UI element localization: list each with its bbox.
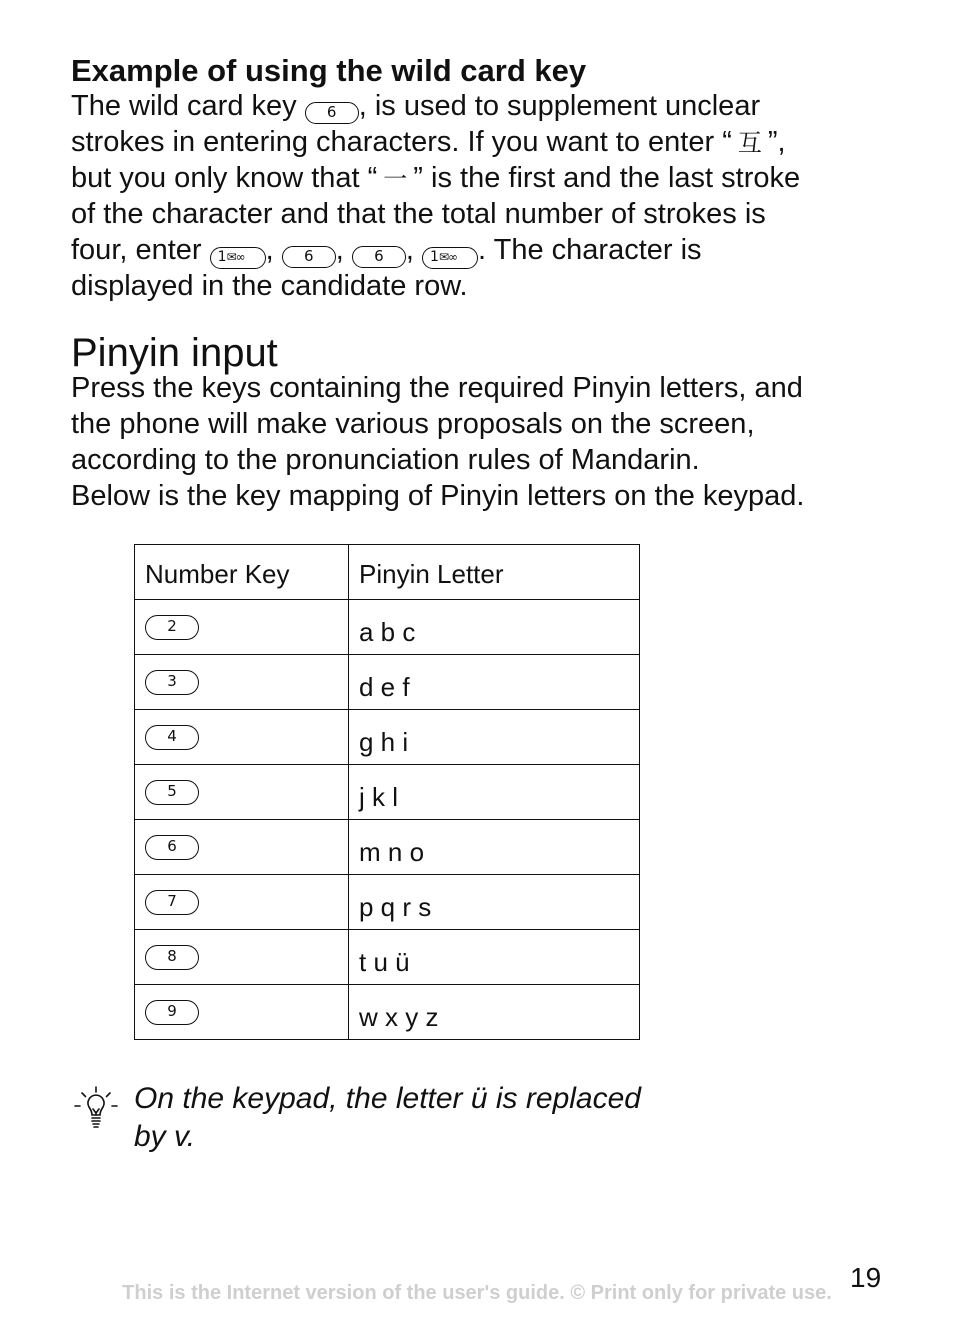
table-row [135,655,640,710]
number-key-cell [135,875,349,930]
number-key-cell [135,930,349,985]
pinyin-letters-cell: p q r s [349,875,640,930]
text-line [71,88,800,124]
column-header-number-key: Number Key [135,545,349,600]
text-segment: , is used to supplement unclear [358,90,761,122]
page-number: 19 [850,1262,882,1293]
key-7-icon: 7 [145,890,199,915]
pinyin-letters-cell: a b c [349,600,640,655]
key-4-icon: 4 [145,725,199,750]
key-digit: 1 [430,249,439,265]
text-segment: four, enter [71,234,210,266]
text-line: of the character and that the total number of strokes is [71,198,766,230]
pinyin-letters-cell: m n o [349,820,640,875]
key-8-icon: 8 [145,945,199,970]
text-line: displayed in the candidate row. [71,270,468,302]
key-1-icon [210,247,266,269]
key-5-icon: 5 [145,780,199,805]
footer-notice: This is the Internet version of the user's guide. © Print only for private use. [122,1282,832,1304]
text-line [71,160,800,196]
text-line: by v. [134,1120,196,1153]
text-segment: ” is the first and the last stroke [413,162,801,194]
text-line: On the keypad, the letter ü is replaced [134,1082,641,1115]
key-1-icon [422,247,478,269]
table-row [135,710,640,765]
table-row [135,875,640,930]
pinyin-paragraph [71,370,804,514]
key-9-icon: 9 [145,1000,199,1025]
text-segment: ”, [767,126,786,158]
wildcard-paragraph [71,88,800,304]
tip-note [134,1080,734,1156]
key-digit: 1 [217,249,227,265]
table-row [135,600,640,655]
text-line [71,124,800,160]
text-line: Below is the key mapping of Pinyin letters on the keypad. [71,480,805,512]
pinyin-letters-cell: w x y z [349,985,640,1040]
text-line: according to the pronunciation rules of Mandarin. [71,444,700,476]
pinyin-heading: Pinyin input [71,331,278,375]
number-key-cell [135,820,349,875]
number-key-cell [135,765,349,820]
key-6-icon: 6 [352,246,406,268]
text-line: the phone will make various proposals on the screen, [71,408,755,440]
number-key-cell [135,710,349,765]
text-line: Press the keys containing the required Pinyin letters, and [71,372,803,404]
text-segment: strokes in entering characters. If you want to enter “ [71,126,732,158]
table-body [135,600,640,1040]
pinyin-letters-cell: d e f [349,655,640,710]
key-2-icon: 2 [145,615,199,640]
column-header-pinyin-letter: Pinyin Letter [349,545,640,600]
pinyin-letters-cell: g h i [349,710,640,765]
voicemail-icon: ✉∞ [226,250,245,264]
voicemail-icon: ✉∞ [438,250,458,264]
key-3-icon: 3 [145,670,199,695]
table-row [135,820,640,875]
key-6-icon: 6 [145,835,199,860]
lightbulb-icon [72,1085,120,1133]
table-header-row [135,545,640,600]
pinyin-letters-cell: j k l [349,765,640,820]
table-row [135,765,640,820]
text-segment: . The character is [478,234,702,266]
table-row [135,930,640,985]
number-key-cell [135,985,349,1040]
pinyin-key-table [134,544,640,1040]
key-6-icon: 6 [282,246,336,268]
number-key-cell [135,600,349,655]
chinese-character: 一 [383,165,408,193]
chinese-character: 互 [737,129,762,157]
text-segment: but you only know that “ [71,162,378,194]
text-segment: The wild card key [71,90,305,122]
wildcard-heading: Example of using the wild card key [71,53,587,88]
table-row [135,985,640,1040]
number-key-cell [135,655,349,710]
text-line: four, enter 1✉∞ , 6 , 6 , 1✉∞ . The character is [71,232,800,268]
key-6-icon: 6 [305,102,359,124]
pinyin-letters-cell: t u ü [349,930,640,985]
